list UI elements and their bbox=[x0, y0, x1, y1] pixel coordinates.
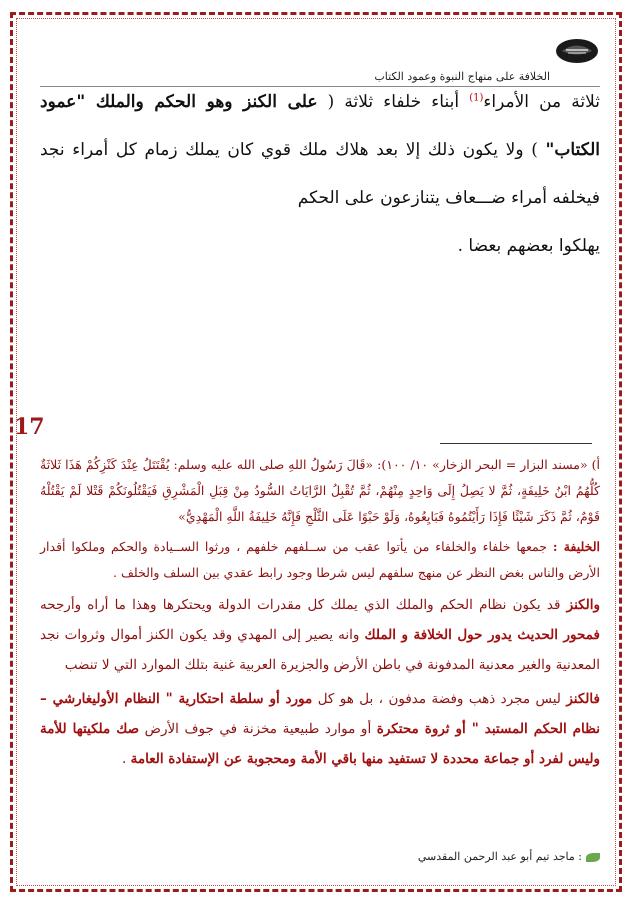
footnotes bbox=[40, 452, 600, 778]
footnote-text: . bbox=[122, 751, 131, 767]
footnote-label: الخليفة : bbox=[552, 539, 600, 554]
footnote-bold: مورد أو سلطة احتكارية " النظام الأوليغارشي – نظام الحكم المستبد " أو ثروة محتكرة bbox=[40, 691, 600, 737]
main-text-segment: ثلاثة من الأمراء bbox=[483, 92, 601, 112]
book-logo-icon bbox=[554, 36, 600, 66]
footnote-text: قد يكون نظام الحكم والملك الذي يملك كل مقدرات الدولة ويحتكرها وهذا ما أراه وأرجحه bbox=[40, 597, 567, 613]
footnote-text: أو موارد طبيعية مخزنة في جوف الأرض bbox=[139, 721, 377, 737]
footnote-hadith: أ) «مسند البزار = البحر الزخار» ١٠/ ١٠٠): «قَالَ رَسُولُ اللهِ صلى الله عليه وسلم: يُقْتَتَلُ عِنْدَ كَنْزِكُمْ هَذَا ثَلاثَةٌ كُلُّهُمُ ابْنُ خَلِيفَةٍ، ثُمَّ لا يَصِلُ إِلَى وَاحِدٍ مِنْهُمْ، ثُمَّ تُقْبِلُ الرَّايَاتُ السُّودُ مِنْ قِبَلِ الْمَشْرِقِ فَيَقْتُلُونَكُمْ قَتْلا لَمْ يَقْتُلْهُ قَوْمٌ، ثُمَّ ذَكَرَ شَيْئًا فَإِذَا رَأَيْتُمُوهُ فَبَايِعُوهُ، وَلَوْ حَبْوًا عَلَى الثَّلْجِ فَإِنَّهُ خَلِيفَةُ اللَّهِ الْمَهْدِيُّ» bbox=[40, 457, 601, 524]
footnote-kanz bbox=[40, 590, 600, 680]
page-header bbox=[40, 36, 600, 83]
footnote-khalifa bbox=[40, 534, 600, 586]
footnote-text: وانه يصير إلى المهدي وقد يكون الكنز أموال وثروات نجد المعدنية والغير معدنية المدفونة في باطن الأرض والجزيرة العربية غنية بتلك الموارد التي لا تنضب bbox=[40, 627, 600, 673]
footnote-text: جمعها خلفاء والخلفاء من يأتوا عقب من ســلفهم خلفهم ، ورثوا الســيادة والحكم وملكوا أقدار الأرض والناس بغض النظر عن منهج سلفهم ليس شرطا وجود رابط عقدي بين السلف والخلف . bbox=[40, 539, 600, 580]
main-text-segment: إلا بعد هلاك ملك قوي كان يملك زمام كل أمراء نجد فيخلفه أمراء ضـــعاف يتنازعون على الحكم bbox=[40, 140, 600, 208]
main-text-segment: ) ولا يكون ذلك bbox=[427, 140, 546, 160]
footnote-label: فالكنز bbox=[566, 691, 600, 707]
footnote-ref[interactable]: (1) bbox=[469, 92, 484, 104]
footnote-bold: صك ملكيتها للأمة وليس لفرد أو جماعة محددة لا تستفيد منها باقي الأمة ومحجوبة عن الإستفادة العامة bbox=[40, 721, 600, 767]
main-paragraph-end: يهلكوا بعضهم بعضا . bbox=[457, 236, 600, 256]
footnote-text: ليس مجرد ذهب وفضة مدفون ، بل هو كل bbox=[312, 691, 567, 707]
footnote-divider bbox=[440, 443, 592, 444]
author-name: : ماجد تيم أبو عبد الرحمن المقدسي bbox=[417, 850, 582, 863]
main-text bbox=[40, 78, 600, 270]
author-signature bbox=[418, 850, 600, 863]
main-text-bold: على الكنز وهو الحكم والملك "عمود الكتاب" bbox=[40, 92, 600, 160]
page-number: 17 bbox=[14, 414, 45, 440]
leaf-icon bbox=[586, 853, 600, 862]
footnote-fal bbox=[40, 684, 600, 774]
header-title: الخلافة على منهاج النبوة وعمود الكتاب bbox=[374, 70, 550, 83]
footnote-bold: فمحور الحديث يدور حول الخلافة و الملك bbox=[364, 627, 600, 643]
main-text-segment: أبناء خلفاء ثلاثة ( bbox=[317, 92, 470, 112]
main-paragraph bbox=[40, 78, 600, 222]
footnote-label: والكنز bbox=[566, 597, 600, 613]
